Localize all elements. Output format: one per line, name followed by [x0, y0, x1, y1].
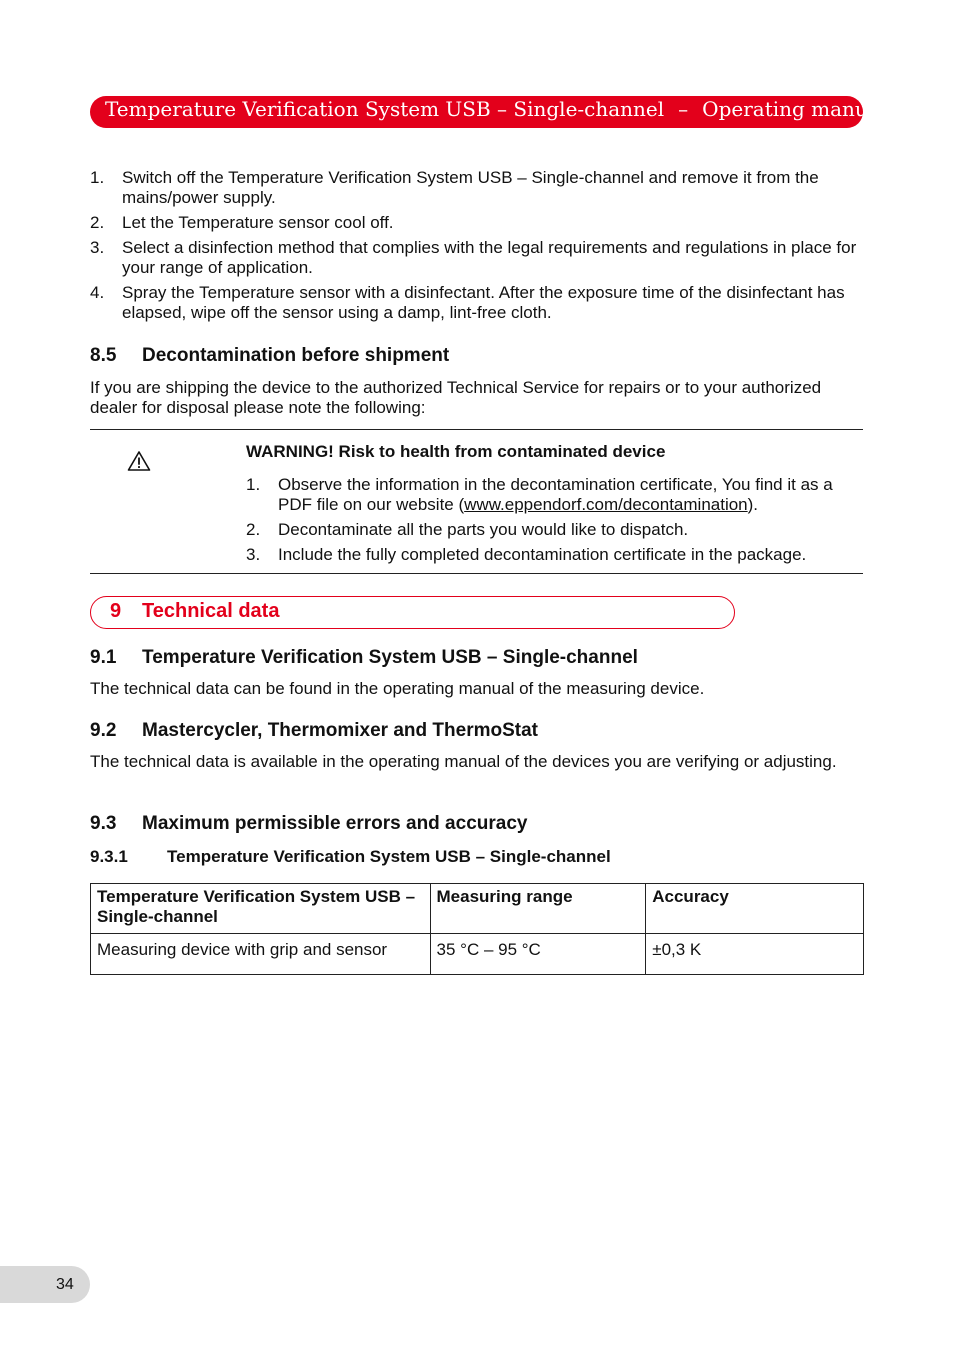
table-cell: ±0,3 K: [646, 934, 864, 975]
list-text: Include the fully completed decontamination certificate in the package.: [278, 545, 807, 564]
list-item: [90, 238, 863, 278]
list-item: [246, 475, 861, 515]
header-doc-type: Operating manual: [702, 97, 887, 121]
section-number: 9.2: [90, 720, 117, 741]
section-9-2-text: The technical data is available in the operating manual of the devices you are verifying or adjusting.: [90, 752, 837, 771]
section-title: Decontamination before shipment: [142, 345, 450, 366]
section-9-1-text: The technical data can be found in the operating manual of the measuring device.: [90, 679, 705, 698]
running-header: [90, 96, 887, 128]
section-title: Temperature Verification System USB – Single-channel: [142, 647, 638, 668]
table-header-row: [91, 884, 864, 934]
page-number: 34: [0, 1266, 90, 1303]
section-8-5-heading: [90, 345, 449, 367]
list-text: Switch off the Temperature Verification System USB – Single-channel and remove it from the mains/power supply.: [122, 168, 819, 207]
list-text: Decontaminate all the parts you would like to dispatch.: [278, 520, 689, 539]
list-text: Select a disinfection method that complies with the legal requirements and regulations in place for your range of application.: [122, 238, 857, 277]
list-number: 2.: [246, 520, 261, 539]
list-number: 3.: [90, 238, 105, 257]
section-title: Maximum permissible errors and accuracy: [142, 813, 528, 834]
accuracy-table: [90, 883, 864, 975]
list-number: 1.: [90, 168, 105, 187]
header-separator: –: [678, 97, 689, 121]
list-item: [246, 520, 861, 540]
chapter-9-heading: [90, 596, 735, 629]
warning-triangle-icon: [127, 450, 151, 472]
section-8-5-intro: If you are shipping the device to the authorized Technical Service for repairs or to your authorized dealer for disposal please note the following:: [90, 378, 822, 417]
section-9-3-1-heading: [90, 847, 611, 867]
section-number: 9.3.1: [90, 847, 128, 866]
list-text: Let the Temperature sensor cool off.: [122, 213, 394, 232]
list-number: 1.: [246, 475, 261, 494]
chapter-title: Technical data: [142, 600, 280, 622]
header-product: Temperature Verification System USB – Single-channel: [105, 97, 665, 121]
section-number: 8.5: [90, 345, 117, 366]
table-header-cell: Measuring range: [430, 884, 646, 934]
warning-steps-list: [246, 475, 861, 570]
table-row: [91, 934, 864, 975]
section-title: Temperature Verification System USB – Single-channel: [167, 847, 611, 866]
list-text: Observe the information in the decontamination certificate, You find it as a PDF file on our website (: [278, 475, 833, 514]
decontamination-link[interactable]: www.eppendorf.com/decontamination: [464, 495, 748, 514]
cleaning-steps-list: [90, 168, 863, 328]
section-title: Mastercycler, Thermomixer and ThermoStat: [142, 720, 538, 741]
list-number: 2.: [90, 213, 105, 232]
list-item: [246, 545, 861, 565]
table-cell: Measuring device with grip and sensor: [91, 934, 431, 975]
list-text-end: ).: [747, 495, 759, 514]
section-number: 9.3: [90, 813, 117, 834]
list-item: [90, 168, 863, 208]
section-9-3-heading: [90, 813, 527, 835]
section-number: 9.1: [90, 647, 117, 668]
warning-box: [90, 429, 863, 574]
list-text: Spray the Temperature sensor with a disinfectant. After the exposure time of the disinfectant has elapsed, wipe off the sensor using a damp, lint-free cloth.: [122, 283, 845, 322]
table-cell: 35 °C – 95 °C: [430, 934, 646, 975]
section-9-1-heading: [90, 647, 638, 669]
section-9-2-heading: [90, 720, 538, 742]
list-number: 3.: [246, 545, 261, 564]
table-header-cell: Accuracy: [646, 884, 864, 934]
warning-title: WARNING! Risk to health from contaminated device: [246, 442, 666, 461]
table-header-cell: Temperature Verification System USB – Single-channel: [91, 884, 431, 934]
chapter-number: 9: [110, 600, 122, 622]
list-number: 4.: [90, 283, 105, 302]
list-item: [90, 213, 863, 233]
list-item: [90, 283, 863, 323]
